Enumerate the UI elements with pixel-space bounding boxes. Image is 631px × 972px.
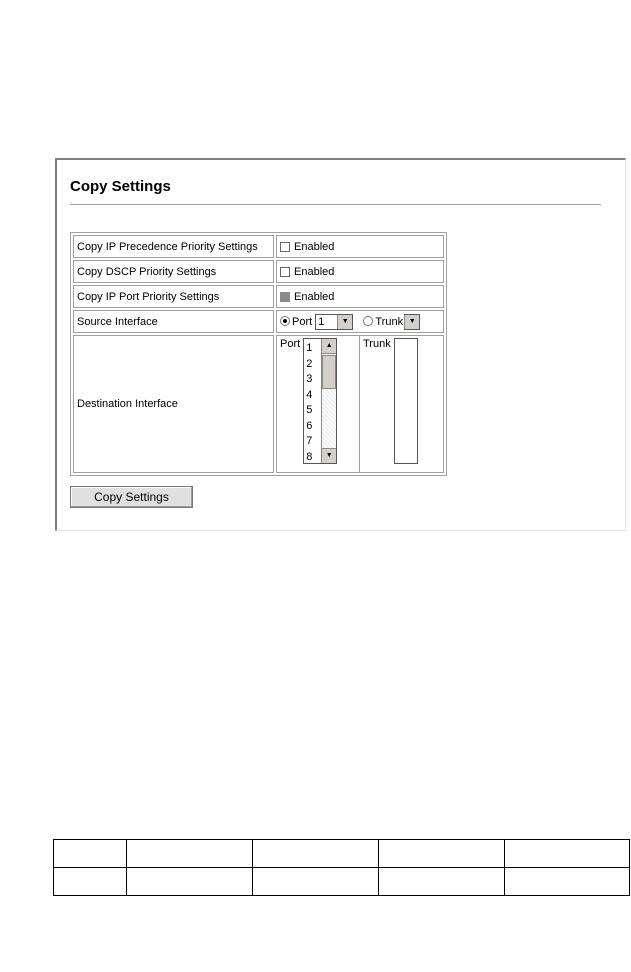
dscp-option-label: Enabled xyxy=(294,265,335,278)
copy-settings-button[interactable]: Copy Settings xyxy=(70,486,193,508)
table-row xyxy=(54,868,630,896)
ip-precedence-label: Copy IP Precedence Priority Settings xyxy=(73,235,274,258)
dscp-label: Copy DSCP Priority Settings xyxy=(73,260,274,283)
chevron-down-icon: ▼ xyxy=(337,315,352,329)
source-port-select[interactable] xyxy=(315,314,353,330)
destination-trunk-label: Trunk xyxy=(363,338,391,350)
ip-precedence-checkbox[interactable] xyxy=(280,242,290,252)
table-row xyxy=(73,335,444,473)
table-row xyxy=(73,260,444,283)
port-scrollbar[interactable] xyxy=(321,339,336,463)
table-row xyxy=(73,285,444,308)
source-trunk-select[interactable] xyxy=(404,314,420,330)
copy-settings-panel xyxy=(55,158,626,531)
port-list-items xyxy=(306,341,312,465)
ip-port-checkbox xyxy=(280,292,290,302)
list-item[interactable]: 5 xyxy=(306,404,313,416)
scroll-down-icon[interactable]: ▼ xyxy=(322,448,336,463)
scroll-up-icon[interactable]: ▲ xyxy=(322,339,336,354)
source-port-value: 1 xyxy=(318,315,325,328)
source-interface-label: Source Interface xyxy=(73,310,274,333)
destination-port-label: Port xyxy=(280,338,301,350)
list-item[interactable]: 4 xyxy=(306,388,313,401)
ip-port-label: Copy IP Port Priority Settings xyxy=(73,285,274,308)
scroll-thumb[interactable] xyxy=(322,355,336,389)
list-item[interactable]: 2 xyxy=(306,357,313,370)
title-divider xyxy=(70,204,601,206)
ip-precedence-option-label: Enabled xyxy=(294,240,335,253)
source-trunk-radio[interactable] xyxy=(363,316,373,326)
dscp-checkbox[interactable] xyxy=(280,267,290,277)
chevron-down-icon: ▼ xyxy=(404,315,419,329)
destination-port-listbox[interactable] xyxy=(303,338,337,464)
source-trunk-label: Trunk xyxy=(375,315,404,328)
ip-port-option-label: Enabled xyxy=(294,290,335,303)
bottom-table xyxy=(53,839,630,896)
table-row xyxy=(73,235,444,258)
source-port-radio[interactable] xyxy=(280,316,290,326)
table-row xyxy=(54,840,630,868)
list-item[interactable]: 1 xyxy=(306,342,313,354)
list-item[interactable]: 6 xyxy=(306,419,313,432)
page-title: Copy Settings xyxy=(70,178,171,195)
source-port-label: Port xyxy=(292,315,313,328)
destination-trunk-listbox[interactable] xyxy=(394,338,418,464)
list-item[interactable]: 8 xyxy=(306,450,313,463)
settings-table xyxy=(70,232,447,476)
list-item[interactable]: 3 xyxy=(306,373,313,385)
destination-interface-label: Destination Interface xyxy=(73,335,274,473)
table-row xyxy=(73,310,444,333)
list-item[interactable]: 7 xyxy=(306,435,313,447)
